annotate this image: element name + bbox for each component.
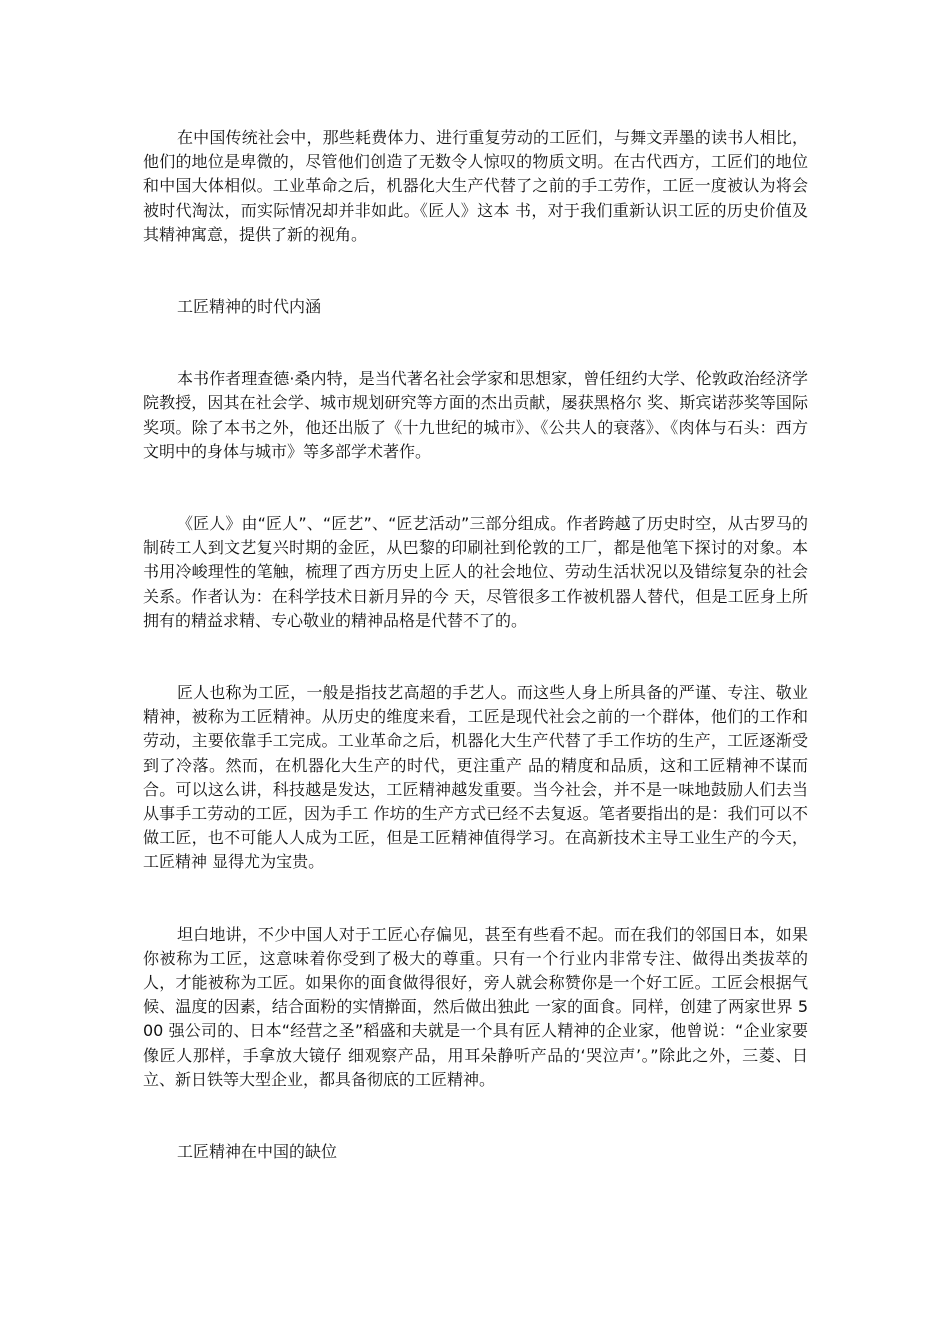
paragraph-craftsman-definition: 匠人也称为工匠，一般是指技艺高超的手艺人。而这些人身上所具备的严谨、专注、敬业精神，被称为工匠精神。从历史的维度来看，工匠是现代社会之前的一个群体，他们的工作和劳动，主要依靠手工完成。工业革命之后，机器化大生产代替了手工作坊的生产，工匠逐渐受到了冷落。然而，在机器化大生产的时代，更注重产 品的精度和品质，这和工匠精神不谋而合。可以这么讲，科技越是发达，工匠精神越发重要。当今社会，并不是一味地鼓励人们去当从事手工劳动的工匠，因为手工 作坊的生产方式已经不去复返。笔者要指出的是：我们可以不做工匠，也不可能人人成为工匠，但是工匠精神值得学习。在高新技术主导工业生产的今天，工匠精神 显得尤为宝贵。: [143, 683, 808, 872]
spacer: [143, 875, 808, 923]
paragraph-book-structure: 《匠人》由“匠人”、“匠艺”、“匠艺活动”三部分组成。作者跨越了历史时空，从古罗马的制砖工人到文艺复兴时期的金匠，从巴黎的印刷社到伦敦的工厂，都是他笔下探讨的对象。本书用冷峻理性的笔触，梳理了西方历史上匠人的社会地位、劳动生活状况以及错综复杂的社会关系。作者认为：在科学技术日新月异的今 天，尽管很多工作被机器人替代，但是工匠身上所拥有的精益求精、专心敬业的精神品格是代替不了的。: [143, 514, 808, 630]
spacer: [143, 1092, 808, 1140]
spacer: [143, 633, 808, 681]
document-page: [143, 126, 808, 1164]
section-heading-absence-in-china: 工匠精神在中国的缺位: [177, 1142, 338, 1162]
paragraph-intro: 在中国传统社会中，那些耗费体力、进行重复劳动的工匠们，与舞文弄墨的读书人相比，他们的地位是卑微的，尽管他们创造了无数令人惊叹的物质文明。在古代西方，工匠们的地位和中国大体相似。工业革命之后，机器化大生产代替了之前的手工劳作，工匠一度被认为将会被时代淘汰，而实际情况却并非如此。《匠人》这本 书，对于我们重新认识工匠的历史价值及其精神寓意，提供了新的视角。: [143, 128, 808, 244]
paragraph-author: 本书作者理查德·桑内特，是当代著名社会学家和思想家，曾任纽约大学、伦敦政治经济学院教授，因其在社会学、城市规划研究等方面的杰出贡献，屡获黑格尔 奖、斯宾诺莎奖等国际奖项。除了本书之外，他还出版了《十九世纪的城市》、《公共人的衰落》、《肉体与石头：西方文明中的身体与城市》等多部学术著作。: [143, 369, 808, 461]
spacer: [143, 464, 808, 512]
spacer: [143, 319, 808, 367]
spacer: [143, 247, 808, 295]
paragraph-japan-example: 坦白地讲，不少中国人对于工匠心存偏见，甚至有些看不起。而在我们的邻国日本，如果你被称为工匠，这意味着你受到了极大的尊重。只有一个行业内非常专注、做得出类拔萃的人，才能被称为工匠。如果你的面食做得很好，旁人就会称赞你是一个好工匠。工匠会根据气候、温度的因素，结合面粉的实情擀面，然后做出独此 一家的面食。同样，创建了两家世界 500 强公司的、日本“经营之圣”稻盛和夫就是一个具有匠人精神的企业家，他曾说：“企业家要像匠人那样，手拿放大镜仔 细观察产品，用耳朵静听产品的‘哭泣声’。”除此之外，三菱、日立、新日铁等大型企业，都具备彻底的工匠精神。: [143, 924, 808, 1089]
section-heading-era-meaning: 工匠精神的时代内涵: [177, 297, 322, 317]
